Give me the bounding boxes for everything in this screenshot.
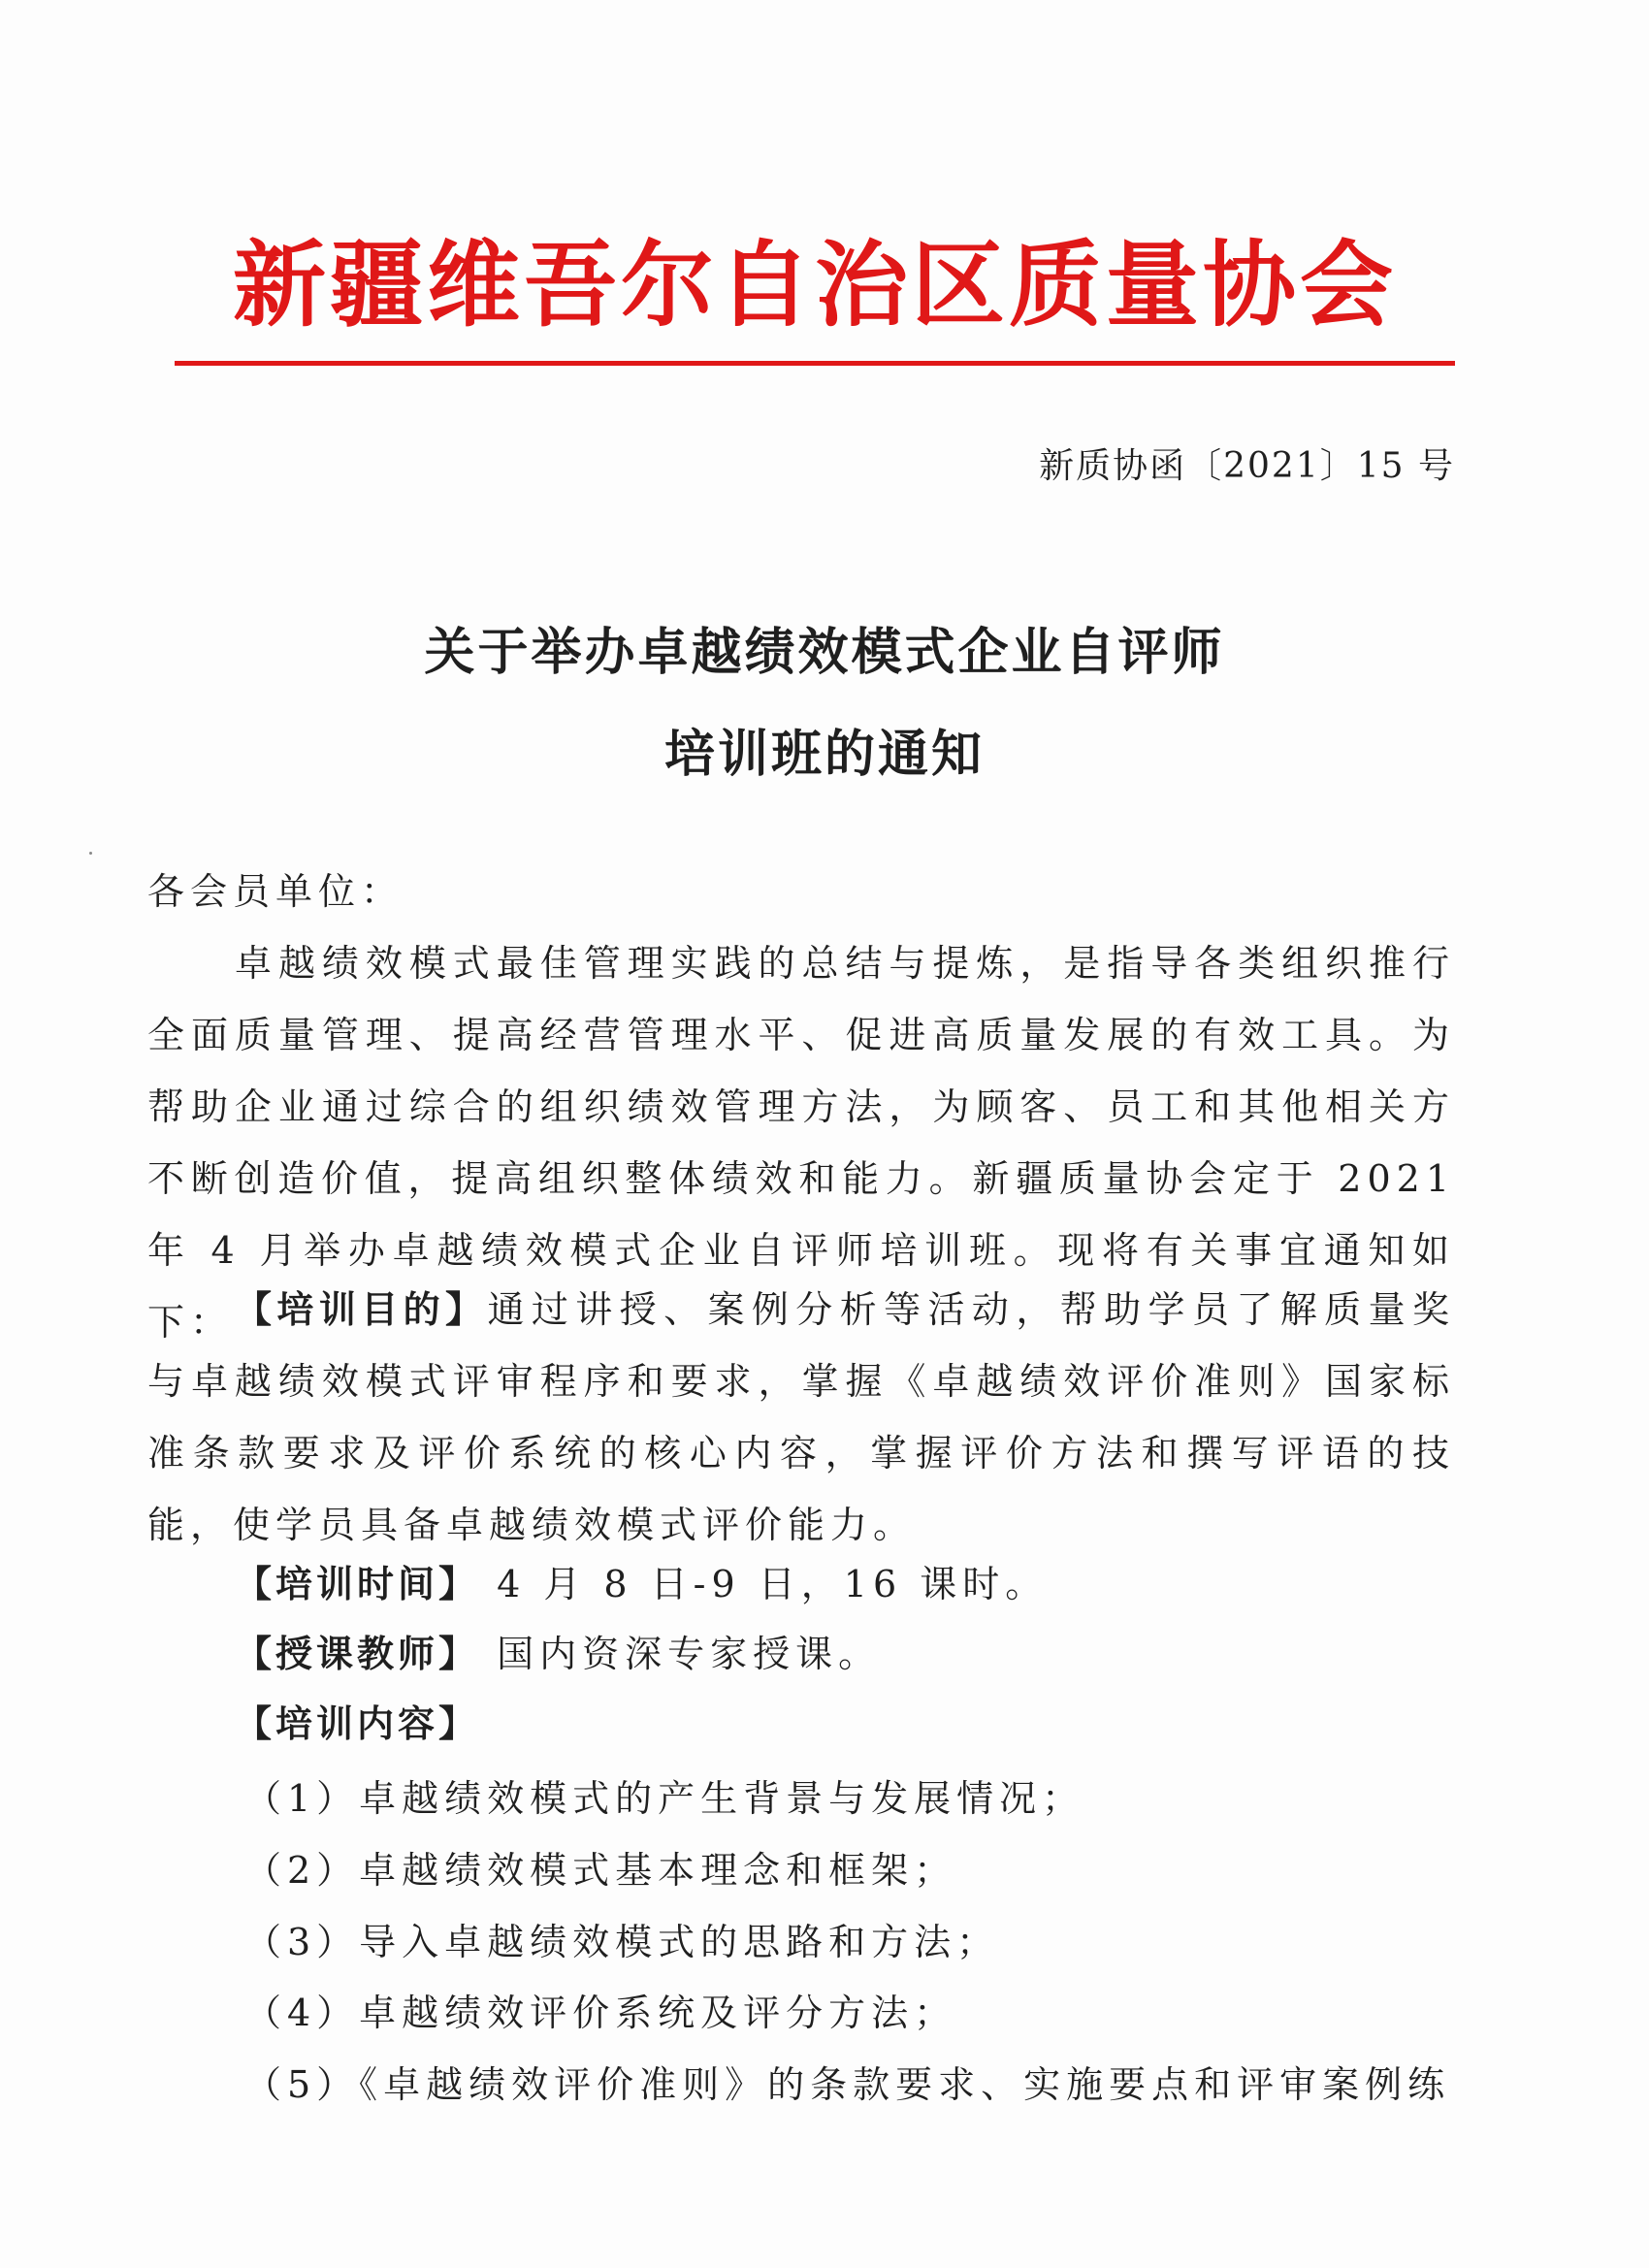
training-time-label: 【培训时间】: [235, 1562, 480, 1605]
training-purpose-text: 通过讲授、案例分析等活动，帮助学员了解质量奖与卓越绩效模式评审程序和要求，掌握《卓越绩效评价准则》国家标准条款要求及评价系统的核心内容，掌握评价方法和撰写评语的技能，使学员具备卓越绩效模式评价能力。: [147, 1288, 1455, 1546]
training-content-label: 【培训内容】: [235, 1701, 480, 1745]
training-content-heading: [235, 1688, 479, 1760]
content-list-item: （2）卓越绩效模式基本理念和框架；: [244, 1849, 957, 1892]
notice-title-line1: 关于举办卓越绩效模式企业自评师: [424, 623, 1225, 682]
instructor-line: [235, 1618, 881, 1690]
content-list-item: （5）《卓越绩效评价准则》的条款要求、实施要点和评审案例练: [244, 2063, 1451, 2106]
letterhead-red-rule: [175, 361, 1455, 366]
training-time-line: [235, 1548, 1048, 1620]
training-purpose-paragraph: [147, 1274, 1455, 1561]
organization-letterhead: 新疆维吾尔自治区质量协会: [233, 231, 1397, 340]
scan-speck: [89, 852, 92, 855]
content-list-item: （1）卓越绩效模式的产生背景与发展情况；: [244, 1777, 1085, 1820]
notice-title-line2: 培训班的通知: [663, 725, 985, 784]
content-list-item: （4）卓越绩效评价系统及评分方法；: [244, 1992, 957, 2034]
instructor-text: 国内资深专家授课。: [479, 1633, 882, 1675]
training-time-text: 4 月 8 日-9 日，16 课时。: [479, 1563, 1049, 1605]
instructor-label: 【授课教师】: [235, 1632, 480, 1675]
training-purpose-label: 【培训目的】: [235, 1287, 488, 1331]
content-list-item: （3）导入卓越绩效模式的思路和方法；: [244, 1921, 1000, 1963]
salutation: 各会员单位：: [147, 870, 404, 913]
intro-paragraph: 卓越绩效模式最佳管理实践的总结与提炼，是指导各类组织推行全面质量管理、提高经营管理水平、促进高质量发展的有效工具。为帮助企业通过综合的组织绩效管理方法，为顾客、员工和其他相关方不断创造价值，提高组织整体绩效和能力。新疆质量协会定于 2021 年 4 月举办卓越绩效模式企业自评师培训班。现将有关事宜通知如下：: [147, 942, 1455, 1344]
document-number: 新质协函〔2021〕15 号: [1039, 446, 1455, 486]
